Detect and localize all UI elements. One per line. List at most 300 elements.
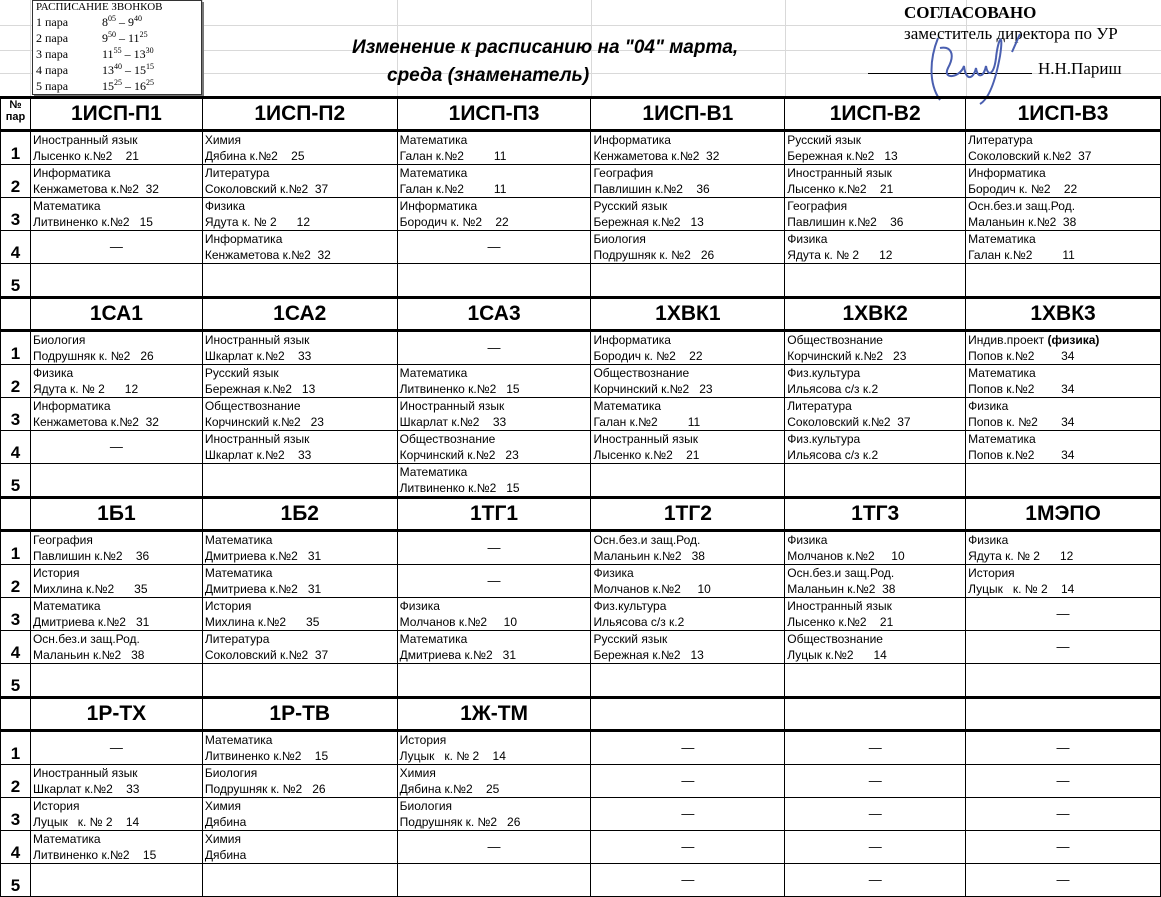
lesson-cell: [30, 598, 202, 631]
lesson-teacher-room: Лысенко к.№2 21: [787, 182, 894, 196]
lesson-cell: [30, 331, 202, 365]
lesson-subject: География: [593, 166, 654, 180]
lesson-teacher-room: Ильясова с/з к.2: [787, 382, 879, 396]
lesson-number: 3: [1, 598, 31, 631]
lesson-row: [1, 431, 1161, 464]
no-lesson-cell: —: [397, 331, 591, 365]
lesson-cell: [397, 131, 591, 165]
lesson-cell: [591, 331, 785, 365]
group-name: 1ХВК3: [966, 298, 1161, 331]
lesson-subject: Литература: [787, 399, 852, 413]
lesson-subject: Математика: [399, 133, 468, 147]
lesson-teacher-room: Лысенко к.№2 21: [787, 615, 894, 629]
group-name: [966, 698, 1161, 731]
lesson-subject: Иностранный язык: [593, 432, 699, 446]
lesson-subject: Математика: [204, 566, 273, 580]
empty-cell: [785, 664, 966, 698]
lesson-teacher-room: Бережная к.№2 13: [593, 648, 704, 662]
lesson-row: [1, 631, 1161, 664]
lesson-cell: [397, 398, 591, 431]
lesson-cell: [30, 531, 202, 565]
lesson-cell: [202, 198, 397, 231]
lesson-subject: Литература: [204, 632, 270, 646]
lesson-subject: Математика: [32, 832, 101, 846]
lesson-cell: [30, 398, 202, 431]
lesson-cell: [397, 431, 591, 464]
lesson-row: [1, 831, 1161, 864]
lesson-subject: Информатика: [204, 232, 283, 246]
lesson-cell: [397, 765, 591, 798]
lesson-cell: [591, 231, 785, 264]
lesson-subject: Осн.без.и защ.Род.: [968, 199, 1076, 213]
lesson-teacher-room: Ядута к. № 2 12: [32, 382, 139, 396]
lesson-teacher-room: Шкарлат к.№2 33: [32, 782, 140, 796]
no-lesson-cell: —: [966, 798, 1161, 831]
lesson-subject: Информатика: [399, 199, 478, 213]
lesson-cell: [202, 631, 397, 664]
lesson-cell: [202, 231, 397, 264]
empty-cell: [30, 664, 202, 698]
empty-cell: [397, 264, 591, 298]
lesson-teacher-room: Луцык к. № 2 14: [399, 749, 506, 763]
lesson-teacher-room: Бережная к.№2 13: [787, 149, 898, 163]
lesson-number: 5: [1, 464, 31, 498]
lesson-teacher-room: Лысенко к.№2 21: [593, 448, 700, 462]
group-header-row: [1, 298, 1161, 331]
no-lesson-cell: —: [966, 831, 1161, 864]
lesson-cell: [397, 165, 591, 198]
lesson-teacher-room: Галан к.№2 11: [399, 182, 507, 196]
lesson-teacher-room: Подрушняк к. №2 26: [204, 782, 326, 796]
lesson-teacher-room: Бородич к. №2 22: [399, 215, 509, 229]
lesson-subject: Иностранный язык: [787, 599, 892, 613]
bell-pair-label: 3 пара: [36, 47, 69, 61]
lesson-number-header: [1, 498, 31, 531]
lesson-teacher-room: Луцык к. № 2 14: [968, 582, 1075, 596]
lesson-subject: Химия: [204, 133, 242, 147]
group-name: 1СА1: [30, 298, 202, 331]
lesson-teacher-room: Павлишин к.№2 36: [593, 182, 710, 196]
lesson-number-header: [1, 698, 31, 731]
empty-cell: [397, 664, 591, 698]
lesson-subject: История: [32, 566, 80, 580]
group-name: 1ХВК1: [591, 298, 785, 331]
lesson-subject: Индив.проект (физика): [968, 333, 1100, 347]
empty-cell: [202, 464, 397, 498]
lesson-subject: Иностранный язык: [787, 166, 892, 180]
lesson-row: [1, 531, 1161, 565]
lesson-teacher-room: Литвиненко к.№2 15: [32, 215, 153, 229]
lesson-subject: Информатика: [968, 166, 1046, 180]
lesson-subject: Математика: [399, 465, 468, 479]
lesson-cell: [30, 565, 202, 598]
lesson-subject: Информатика: [593, 133, 671, 147]
lesson-subject: Осн.без.и защ.Род.: [593, 533, 701, 547]
lesson-subject: Литература: [204, 166, 270, 180]
lesson-teacher-room: Корчинский к.№2 23: [399, 448, 519, 462]
lesson-cell: [591, 631, 785, 664]
lesson-row: [1, 365, 1161, 398]
lesson-teacher-room: Маланьин к.№2 38: [32, 648, 145, 662]
lesson-subject: Иностранный язык: [204, 333, 310, 347]
lesson-subject: Обществознание: [593, 366, 690, 380]
empty-cell: [397, 864, 591, 897]
lesson-number-header: [1, 298, 31, 331]
lesson-cell: [785, 198, 966, 231]
lesson-subject: История: [32, 799, 80, 813]
no-lesson-cell: —: [30, 231, 202, 264]
lesson-number: 5: [1, 864, 31, 897]
lesson-row: [1, 765, 1161, 798]
lesson-teacher-room: Дмитриева к.№2 31: [32, 615, 150, 629]
lesson-subject: Осн.без.и защ.Род.: [32, 632, 140, 646]
lesson-subject: География: [32, 533, 93, 547]
no-lesson-cell: —: [785, 765, 966, 798]
empty-cell: [966, 664, 1161, 698]
group-name: 1ИСП-В2: [785, 98, 966, 131]
no-lesson-cell: —: [966, 631, 1161, 664]
lesson-teacher-room: Галан к.№2 11: [593, 415, 701, 429]
lesson-cell: [397, 631, 591, 664]
lesson-cell: [30, 831, 202, 864]
lesson-teacher-room: Шкарлат к.№2 33: [204, 349, 312, 363]
lesson-teacher-room: Кенжаметова к.№2 32: [32, 182, 159, 196]
lesson-cell: [591, 598, 785, 631]
no-lesson-cell: —: [397, 531, 591, 565]
lesson-teacher-room: Литвиненко к.№2 15: [204, 749, 329, 763]
lesson-teacher-room: Ядута к. № 2 12: [204, 215, 311, 229]
lesson-subject: История: [399, 733, 447, 747]
lesson-cell: [785, 631, 966, 664]
lesson-cell: [202, 365, 397, 398]
group-name: 1ТГ3: [785, 498, 966, 531]
lesson-row: [1, 198, 1161, 231]
lesson-cell: [202, 398, 397, 431]
lesson-subject: Математика: [593, 399, 662, 413]
group-name: 1ХВК2: [785, 298, 966, 331]
lesson-cell: [397, 464, 591, 498]
lesson-subject: Биология: [399, 799, 453, 813]
lesson-subject: Математика: [968, 366, 1036, 380]
lesson-teacher-room: Галан к.№2 11: [399, 149, 507, 163]
lesson-number: 4: [1, 231, 31, 264]
no-lesson-cell: —: [591, 731, 785, 765]
bell-row: [33, 30, 201, 46]
lesson-subject: Математика: [968, 432, 1036, 446]
lesson-subject: Биология: [593, 232, 646, 246]
lesson-number: 1: [1, 331, 31, 365]
lesson-teacher-room: Молчанов к.№2 10: [593, 582, 711, 596]
lesson-cell: [591, 198, 785, 231]
lesson-row: [1, 798, 1161, 831]
lesson-subject: Осн.без.и защ.Род.: [787, 566, 895, 580]
lesson-teacher-room: Молчанов к.№2 10: [787, 549, 905, 563]
lesson-subject: География: [787, 199, 848, 213]
lesson-subject: Физика: [968, 533, 1009, 547]
lesson-cell: [30, 631, 202, 664]
lesson-subject: Информатика: [593, 333, 671, 347]
lesson-cell: [966, 331, 1161, 365]
bell-time: $15^{25} - 16^{25}$: [102, 78, 154, 93]
no-lesson-cell: —: [591, 798, 785, 831]
empty-cell: [591, 464, 785, 498]
lesson-cell: [591, 565, 785, 598]
lesson-teacher-room: Шкарлат к.№2 33: [204, 448, 312, 462]
empty-cell: [966, 264, 1161, 298]
lesson-teacher-room: Бережная к.№2 13: [204, 382, 316, 396]
lesson-cell: [30, 798, 202, 831]
group-header-row: [1, 98, 1161, 131]
lesson-number: 4: [1, 631, 31, 664]
lesson-teacher-room: Дмитриева к.№2 31: [399, 648, 517, 662]
lesson-number: 3: [1, 198, 31, 231]
bell-schedule: [32, 0, 202, 95]
no-lesson-cell: —: [397, 231, 591, 264]
lesson-cell: [591, 165, 785, 198]
lesson-number: 1: [1, 131, 31, 165]
bell-time: $13^{40} - 15^{15}$: [102, 62, 154, 77]
lesson-teacher-room: Галан к.№2 11: [968, 248, 1075, 262]
lesson-cell: [202, 565, 397, 598]
lesson-teacher-room: Попов к.№2 34: [968, 382, 1075, 396]
lesson-cell: [966, 131, 1161, 165]
lesson-cell: [202, 765, 397, 798]
empty-cell: [30, 464, 202, 498]
lesson-cell: [785, 431, 966, 464]
lesson-subject: История: [968, 566, 1015, 580]
lesson-number: 1: [1, 731, 31, 765]
lesson-row: [1, 731, 1161, 765]
lesson-teacher-room: Павлишин к.№2 36: [32, 549, 150, 563]
lesson-cell: [591, 398, 785, 431]
lesson-row: [1, 664, 1161, 698]
lesson-subject: Физика: [32, 366, 74, 380]
empty-cell: [202, 864, 397, 897]
no-lesson-cell: —: [785, 798, 966, 831]
lesson-subject: Физика: [787, 232, 828, 246]
group-name: 1Ж-ТМ: [397, 698, 591, 731]
no-lesson-cell: —: [591, 765, 785, 798]
lesson-number: 2: [1, 165, 31, 198]
lesson-cell: [30, 365, 202, 398]
group-name: 1СА3: [397, 298, 591, 331]
lesson-cell: [591, 365, 785, 398]
lesson-teacher-room: Маланьин к.№2 38: [787, 582, 896, 596]
signature-underline: [868, 59, 1032, 74]
lesson-teacher-room: Подрушняк к. №2 26: [32, 349, 154, 363]
lesson-row: [1, 264, 1161, 298]
lesson-cell: [397, 198, 591, 231]
lesson-number: 3: [1, 398, 31, 431]
lesson-teacher-room: Дмитриева к.№2 31: [204, 582, 322, 596]
lesson-cell: [202, 831, 397, 864]
lesson-teacher-room: Ильясова с/з к.2: [593, 615, 685, 629]
lesson-subject-note: (физика): [1047, 333, 1100, 347]
no-lesson-cell: —: [966, 598, 1161, 631]
lesson-number: 2: [1, 365, 31, 398]
lesson-teacher-room: Ядута к. № 2 12: [968, 549, 1074, 563]
lesson-teacher-room: Соколовский к.№2 37: [968, 149, 1092, 163]
lesson-teacher-room: Соколовский к.№2 37: [787, 415, 911, 429]
lesson-number: 4: [1, 431, 31, 464]
group-name: 1ИСП-В3: [966, 98, 1161, 131]
lesson-cell: [966, 198, 1161, 231]
title-line-2: среда (знаменатель): [387, 65, 590, 86]
lesson-teacher-room: Кенжаметова к.№2 32: [32, 415, 159, 429]
lesson-cell: [397, 731, 591, 765]
lesson-subject: Математика: [32, 599, 101, 613]
lesson-subject: Физика: [399, 599, 440, 613]
approval-signature-line: [868, 59, 1122, 79]
schedule-table: [0, 96, 1161, 897]
no-lesson-cell: —: [785, 831, 966, 864]
bell-row: [33, 46, 201, 62]
lesson-cell: [202, 531, 397, 565]
lesson-teacher-room: Кенжаметова к.№2 32: [204, 248, 331, 262]
lesson-subject: Математика: [32, 199, 101, 213]
lesson-teacher-room: Молчанов к.№2 10: [399, 615, 518, 629]
lesson-subject: Физика: [204, 199, 246, 213]
group-name: 1ИСП-П3: [397, 98, 591, 131]
lesson-cell: [30, 765, 202, 798]
lesson-cell: [785, 231, 966, 264]
no-lesson-cell: —: [966, 864, 1161, 897]
bell-time: $9^{50} - 11^{25}$: [102, 30, 148, 45]
lesson-number: 2: [1, 765, 31, 798]
lesson-row: [1, 598, 1161, 631]
lesson-cell: [397, 598, 591, 631]
lesson-teacher-room: Соколовский к.№2 37: [204, 182, 329, 196]
lesson-number: 4: [1, 831, 31, 864]
lesson-row: [1, 565, 1161, 598]
lesson-cell: [785, 565, 966, 598]
group-name: 1ИСП-П1: [30, 98, 202, 131]
lesson-number: 5: [1, 664, 31, 698]
lesson-cell: [785, 331, 966, 365]
lesson-cell: [202, 165, 397, 198]
lesson-cell: [202, 731, 397, 765]
group-name: 1Б1: [30, 498, 202, 531]
lesson-teacher-room: Литвиненко к.№2 15: [399, 382, 520, 396]
lesson-row: [1, 464, 1161, 498]
lesson-cell: [785, 598, 966, 631]
lesson-cell: [966, 165, 1161, 198]
empty-cell: [785, 464, 966, 498]
lesson-subject: Химия: [204, 832, 242, 846]
lesson-cell: [202, 598, 397, 631]
lesson-teacher-room: Кенжаметова к.№2 32: [593, 149, 720, 163]
bell-pair-label: 1 пара: [36, 15, 69, 29]
lesson-subject: Математика: [399, 366, 468, 380]
lesson-teacher-room: Литвиненко к.№2 15: [32, 848, 157, 862]
no-lesson-cell: —: [785, 731, 966, 765]
lesson-subject: Физ.культура: [787, 366, 861, 380]
bell-pair-label: 5 пара: [36, 79, 69, 93]
lesson-teacher-room: Попов к.№2 34: [968, 349, 1075, 363]
lesson-cell: [397, 365, 591, 398]
group-name: 1ИСП-П2: [202, 98, 397, 131]
lesson-subject: Русский язык: [593, 632, 668, 646]
group-name: 1МЭПО: [966, 498, 1161, 531]
lesson-teacher-room: Корчинский к.№2 23: [787, 349, 907, 363]
lesson-number: 2: [1, 565, 31, 598]
lesson-cell: [785, 531, 966, 565]
bell-schedule-title: РАСПИСАНИЕ ЗВОНКОВ: [36, 1, 163, 13]
empty-cell: [966, 464, 1161, 498]
group-name: 1Р-ТВ: [202, 698, 397, 731]
lesson-subject: История: [204, 599, 252, 613]
lesson-row: [1, 131, 1161, 165]
no-lesson-cell: —: [591, 864, 785, 897]
no-lesson-cell: —: [966, 765, 1161, 798]
lesson-subject: Физика: [787, 533, 828, 547]
no-lesson-cell: —: [591, 831, 785, 864]
lesson-teacher-room: Михлина к.№2 35: [32, 582, 148, 596]
lesson-cell: [30, 165, 202, 198]
lesson-teacher-room: Попов к. №2 34: [968, 415, 1075, 429]
lesson-cell: [591, 131, 785, 165]
lesson-subject: Обществознание: [399, 432, 496, 446]
group-header-row: [1, 498, 1161, 531]
lesson-teacher-room: Ильясова с/з к.2: [787, 448, 879, 462]
empty-cell: [591, 664, 785, 698]
lesson-subject: Иностранный язык: [204, 432, 310, 446]
lesson-cell: [202, 431, 397, 464]
lesson-teacher-room: Михлина к.№2 35: [204, 615, 320, 629]
lesson-subject: Химия: [204, 799, 242, 813]
lesson-teacher-room: Литвиненко к.№2 15: [399, 481, 520, 495]
lesson-subject: Физ.культура: [593, 599, 667, 613]
lesson-subject: Обществознание: [787, 632, 883, 646]
approval-heading: СОГЛАСОВАНО: [904, 3, 1037, 22]
lesson-teacher-room: Бородич к. №2 22: [593, 349, 703, 363]
empty-cell: [30, 264, 202, 298]
lesson-subject: Информатика: [32, 399, 111, 413]
lesson-subject: Русский язык: [593, 199, 668, 213]
group-name: 1ТГ2: [591, 498, 785, 531]
lesson-subject: Биология: [204, 766, 258, 780]
lesson-number: 1: [1, 531, 31, 565]
lesson-cell: [591, 431, 785, 464]
lesson-cell: [30, 198, 202, 231]
no-lesson-cell: —: [30, 431, 202, 464]
empty-cell: [591, 264, 785, 298]
group-name: 1Р-ТХ: [30, 698, 202, 731]
lesson-row: [1, 165, 1161, 198]
bell-time: $11^{55} - 13^{30}$: [102, 46, 154, 61]
lesson-cell: [785, 131, 966, 165]
lesson-teacher-room: Корчинский к.№2 23: [593, 382, 713, 396]
group-name: 1ИСП-В1: [591, 98, 785, 131]
bell-row: [33, 14, 201, 30]
lesson-number-header-label: № пар: [5, 99, 26, 123]
lesson-teacher-room: Дябина к.№2 25: [204, 149, 305, 163]
no-lesson-cell: —: [30, 731, 202, 765]
lesson-cell: [202, 131, 397, 165]
lesson-row: [1, 331, 1161, 365]
lesson-teacher-room: Павлишин к.№2 36: [787, 215, 904, 229]
lesson-cell: [202, 798, 397, 831]
bell-row: [33, 78, 201, 94]
lesson-cell: [591, 531, 785, 565]
lesson-subject: Математика: [204, 533, 273, 547]
empty-cell: [785, 264, 966, 298]
lesson-subject: Обществознание: [204, 399, 301, 413]
lesson-subject: Химия: [399, 766, 436, 780]
no-lesson-cell: —: [397, 831, 591, 864]
lesson-subject: Физика: [968, 399, 1009, 413]
lesson-cell: [966, 531, 1161, 565]
